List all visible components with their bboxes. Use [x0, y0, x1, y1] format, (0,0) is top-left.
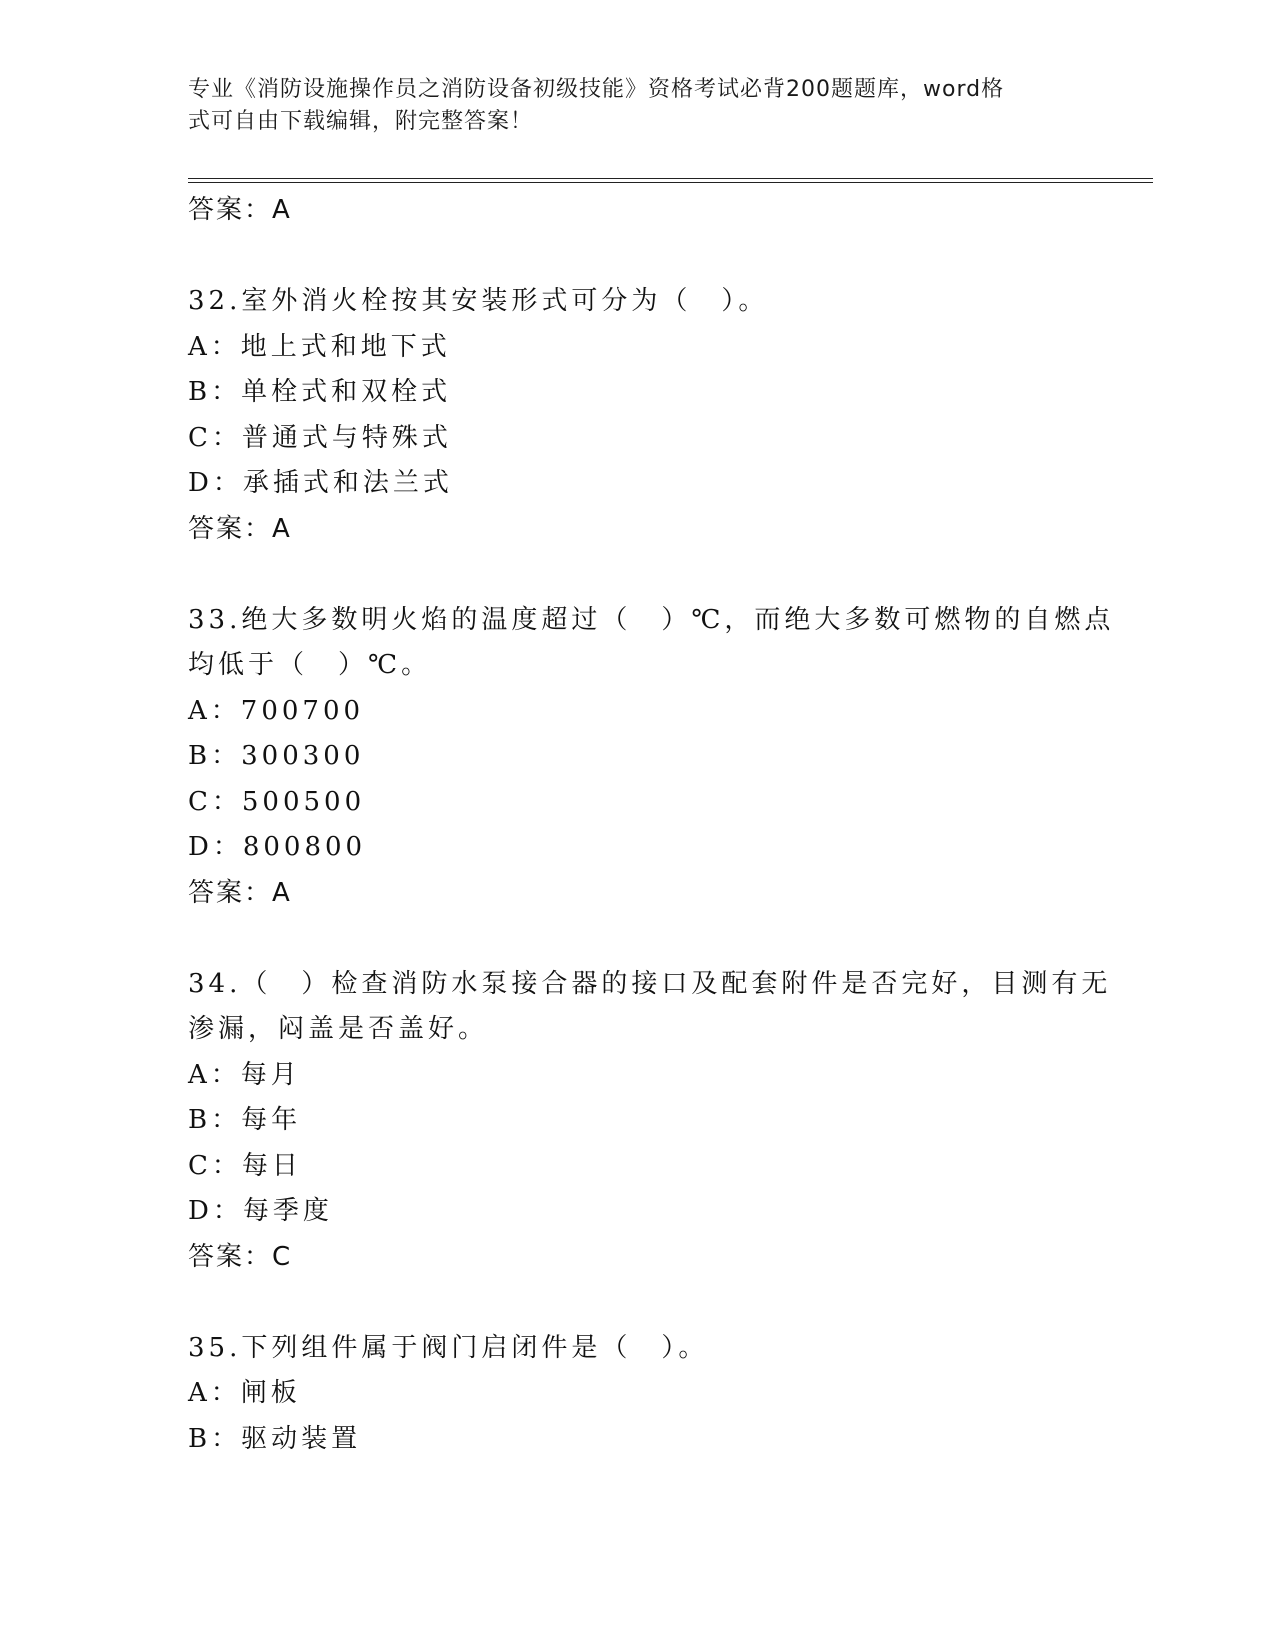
option-c: C：每日 — [188, 1150, 302, 1181]
option-c: C：500500 — [188, 786, 366, 817]
option-b: B：驱动装置 — [188, 1423, 362, 1454]
question-32 — [188, 279, 1088, 552]
question-stem: 33.绝大多数明火焰的温度超过（ ）℃，而绝大多数可燃物的自燃点 — [188, 604, 1115, 635]
answer: 答案：A — [188, 513, 292, 544]
option-d: D：承插式和法兰式 — [188, 468, 453, 498]
answer: 答案：A — [188, 877, 292, 908]
option-d: D：800800 — [188, 832, 367, 862]
spacer — [188, 1280, 1088, 1326]
option-d: D：每季度 — [188, 1196, 333, 1226]
previous-answer: 答案：A — [188, 195, 292, 225]
option-a: A：闸板 — [188, 1378, 301, 1408]
option-a: A：地上式和地下式 — [188, 331, 451, 362]
answer: 答案：C — [188, 1241, 293, 1272]
question-33 — [188, 598, 1115, 917]
option-b: B：300300 — [188, 741, 365, 771]
header-divider — [188, 178, 1153, 183]
question-stem: 35.下列组件属于阀门启闭件是（ ）。 — [188, 1332, 709, 1363]
question-list — [188, 188, 1115, 1462]
header-line-2: 式可自由下载编辑，附完整答案！ — [188, 109, 534, 134]
option-b: B：每年 — [188, 1105, 302, 1135]
option-a: A：每月 — [188, 1059, 301, 1090]
option-a: A：700700 — [188, 695, 365, 726]
spacer — [188, 552, 1088, 598]
header-line-1: 专业《消防设施操作员之消防设备初级技能》资格考试必背200题题库，word格 — [188, 77, 1005, 102]
question-stem-continued: 均低于（ ）℃。 — [188, 650, 432, 680]
question-34 — [188, 962, 1112, 1281]
document-header — [188, 74, 1068, 138]
option-b: B：单栓式和双栓式 — [188, 377, 452, 407]
spacer — [188, 916, 1088, 962]
question-stem: 34.（ ）检查消防水泵接合器的接口及配套附件是否完好，目测有无 — [188, 968, 1112, 999]
question-35 — [188, 1326, 1088, 1463]
spacer — [188, 234, 1088, 280]
option-c: C：普通式与特殊式 — [188, 422, 452, 453]
question-stem-continued: 渗漏，闷盖是否盖好。 — [188, 1014, 489, 1044]
question-stem: 32.室外消火栓按其安装形式可分为（ ）。 — [188, 286, 769, 316]
